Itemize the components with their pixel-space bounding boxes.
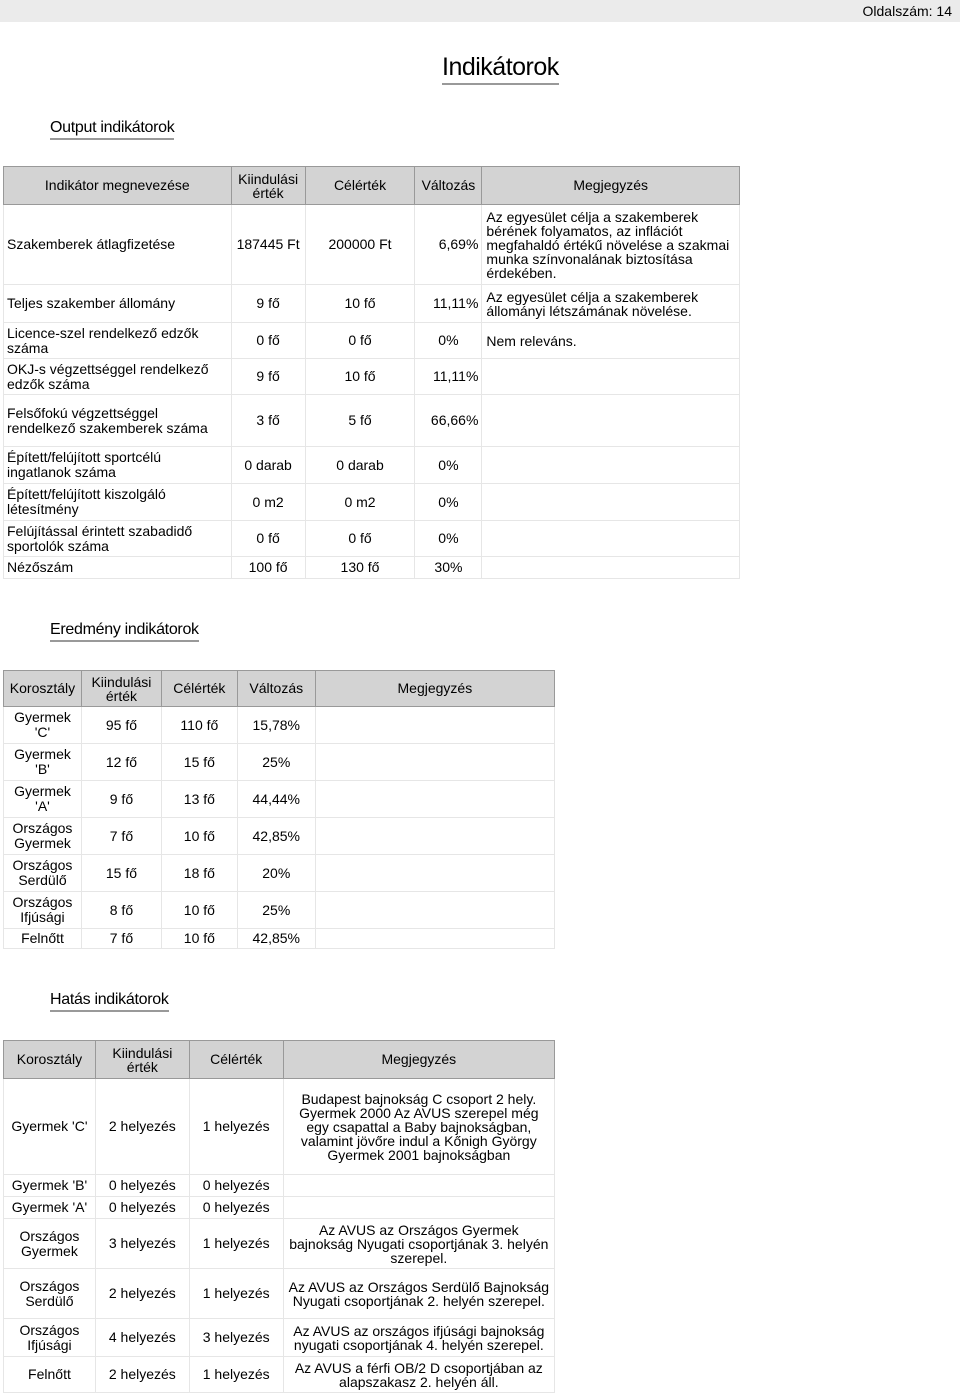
output-cell-change: 0% <box>415 447 482 484</box>
output-cell-target: 0 fő <box>305 521 415 557</box>
output-cell-start: 187445 Ft <box>231 205 305 285</box>
output-cell-change: 66,66% <box>415 395 482 447</box>
output-cell-name: OKJ-s végzettséggel rendelkező edzők száma <box>4 359 232 395</box>
result-cell-age: Országos Serdülő <box>4 855 82 892</box>
result-cell-change: 20% <box>237 855 315 892</box>
result-cell-start: 9 fő <box>81 781 161 818</box>
output-header-change: Változás <box>415 167 482 205</box>
impact-cell-start: 0 helyezés <box>95 1175 189 1197</box>
table-row <box>4 855 555 892</box>
result-cell-note <box>315 781 554 818</box>
table-row <box>4 323 740 359</box>
result-cell-target: 110 fő <box>161 707 237 744</box>
result-cell-target: 10 fő <box>161 818 237 855</box>
impact-cell-age: Felnőtt <box>4 1357 96 1393</box>
output-cell-target: 5 fő <box>305 395 415 447</box>
table-row <box>4 521 740 557</box>
output-cell-note <box>482 557 740 579</box>
result-cell-note <box>315 892 554 929</box>
table-row <box>4 557 740 579</box>
table-row <box>4 707 555 744</box>
result-cell-change: 15,78% <box>237 707 315 744</box>
output-header-target: Célérték <box>305 167 415 205</box>
impact-header-start: Kiindulási érték <box>95 1041 189 1079</box>
impact-header-target: Célérték <box>189 1041 283 1079</box>
impact-cell-note <box>283 1175 554 1197</box>
result-cell-start: 7 fő <box>81 818 161 855</box>
table-row <box>4 395 740 447</box>
output-cell-start: 9 fő <box>231 359 305 395</box>
impact-cell-target: 1 helyezés <box>189 1219 283 1269</box>
result-cell-change: 42,85% <box>237 929 315 949</box>
impact-cell-start: 3 helyezés <box>95 1219 189 1269</box>
impact-cell-age: Gyermek 'B' <box>4 1175 96 1197</box>
impact-cell-age: Országos Gyermek <box>4 1219 96 1269</box>
table-row <box>4 1357 555 1393</box>
output-cell-note: Az egyesület célja a szakemberek bérének folyamatos, az inflációt megfahaldó értékű növelése a szakmai munka színvonalának biztosítása érdekében. <box>482 205 740 285</box>
table-row <box>4 484 740 521</box>
output-cell-start: 100 fő <box>231 557 305 579</box>
output-cell-name: Épített/felújított sportcélú ingatlanok száma <box>4 447 232 484</box>
result-header-row <box>4 671 555 707</box>
impact-header-row <box>4 1041 555 1079</box>
output-cell-target: 10 fő <box>305 359 415 395</box>
result-table <box>3 670 555 949</box>
impact-table <box>3 1040 555 1393</box>
output-cell-note <box>482 359 740 395</box>
impact-cell-note: Budapest bajnokság C csoport 2 hely. Gyermek 2000 Az AVUS szerepel még egy csapattal a Baby bajnokságban, valamint jövőre indul a Kőnigh György Gyermek 2001 bajnokságban <box>283 1079 554 1175</box>
output-cell-name: Felújítással érintett szabadidő sportolók száma <box>4 521 232 557</box>
table-row <box>4 892 555 929</box>
result-cell-age: Felnőtt <box>4 929 82 949</box>
output-cell-target: 10 fő <box>305 285 415 323</box>
output-table <box>3 166 740 579</box>
table-row <box>4 1197 555 1219</box>
result-cell-note <box>315 707 554 744</box>
impact-section-title: Hatás indikátorok <box>50 990 169 1012</box>
impact-cell-start: 2 helyezés <box>95 1079 189 1175</box>
impact-header-note: Megjegyzés <box>283 1041 554 1079</box>
output-cell-name: Épített/felújított kiszolgáló létesítmény <box>4 484 232 521</box>
result-cell-start: 7 fő <box>81 929 161 949</box>
table-row <box>4 1219 555 1269</box>
result-cell-start: 95 fő <box>81 707 161 744</box>
table-row <box>4 1079 555 1175</box>
output-cell-name: Teljes szakember állomány <box>4 285 232 323</box>
table-row <box>4 1269 555 1319</box>
output-cell-name: Szakemberek átlagfizetése <box>4 205 232 285</box>
output-cell-target: 130 fő <box>305 557 415 579</box>
result-header-age: Korosztály <box>4 671 82 707</box>
output-header-name: Indikátor megnevezése <box>4 167 232 205</box>
output-cell-name: Nézőszám <box>4 557 232 579</box>
result-cell-target: 18 fő <box>161 855 237 892</box>
impact-cell-age: Gyermek 'A' <box>4 1197 96 1219</box>
result-cell-change: 25% <box>237 892 315 929</box>
output-cell-target: 200000 Ft <box>305 205 415 285</box>
output-cell-name: Felsőfokú végzettséggel rendelkező szakemberek száma <box>4 395 232 447</box>
table-row <box>4 1319 555 1357</box>
table-row <box>4 1175 555 1197</box>
impact-cell-note: Az AVUS az Országos Gyermek bajnokság Nyugati csoportjának 3. helyén szerepel. <box>283 1219 554 1269</box>
result-cell-note <box>315 818 554 855</box>
output-cell-note: Az egyesület célja a szakemberek állományi létszámának növelése. <box>482 285 740 323</box>
impact-cell-start: 0 helyezés <box>95 1197 189 1219</box>
result-cell-target: 10 fő <box>161 892 237 929</box>
impact-cell-target: 1 helyezés <box>189 1079 283 1175</box>
impact-cell-age: Országos Ifjúsági <box>4 1319 96 1357</box>
output-cell-change: 0% <box>415 484 482 521</box>
impact-cell-start: 2 helyezés <box>95 1357 189 1393</box>
impact-cell-target: 1 helyezés <box>189 1269 283 1319</box>
result-cell-note <box>315 855 554 892</box>
output-header-note: Megjegyzés <box>482 167 740 205</box>
table-row <box>4 744 555 781</box>
result-cell-change: 44,44% <box>237 781 315 818</box>
output-cell-start: 3 fő <box>231 395 305 447</box>
result-cell-age: Gyermek 'C' <box>4 707 82 744</box>
table-row <box>4 285 740 323</box>
output-cell-note <box>482 521 740 557</box>
table-row <box>4 818 555 855</box>
result-cell-note <box>315 929 554 949</box>
impact-cell-target: 0 helyezés <box>189 1175 283 1197</box>
impact-cell-age: Országos Serdülő <box>4 1269 96 1319</box>
result-cell-target: 10 fő <box>161 929 237 949</box>
page-number: Oldalszám: 14 <box>0 0 960 22</box>
result-header-change: Változás <box>237 671 315 707</box>
table-row <box>4 359 740 395</box>
result-header-start: Kiindulási érték <box>81 671 161 707</box>
result-cell-target: 15 fő <box>161 744 237 781</box>
output-cell-change: 6,69% <box>415 205 482 285</box>
output-cell-target: 0 darab <box>305 447 415 484</box>
output-cell-start: 0 fő <box>231 521 305 557</box>
output-cell-start: 0 darab <box>231 447 305 484</box>
impact-cell-target: 1 helyezés <box>189 1357 283 1393</box>
result-cell-age: Országos Ifjúsági <box>4 892 82 929</box>
result-section-title: Eredmény indikátorok <box>50 620 199 642</box>
output-cell-start: 0 m2 <box>231 484 305 521</box>
impact-cell-target: 3 helyezés <box>189 1319 283 1357</box>
result-cell-change: 25% <box>237 744 315 781</box>
impact-cell-start: 2 helyezés <box>95 1269 189 1319</box>
page-title: Indikátorok <box>442 52 559 85</box>
output-section-title: Output indikátorok <box>50 118 174 140</box>
result-cell-target: 13 fő <box>161 781 237 818</box>
output-cell-note <box>482 447 740 484</box>
table-row <box>4 929 555 949</box>
output-cell-change: 11,11% <box>415 359 482 395</box>
result-cell-age: Országos Gyermek <box>4 818 82 855</box>
result-cell-age: Gyermek 'A' <box>4 781 82 818</box>
result-cell-start: 15 fő <box>81 855 161 892</box>
output-cell-note <box>482 395 740 447</box>
output-cell-change: 11,11% <box>415 285 482 323</box>
table-row <box>4 781 555 818</box>
impact-cell-note <box>283 1197 554 1219</box>
output-cell-target: 0 m2 <box>305 484 415 521</box>
impact-header-age: Korosztály <box>4 1041 96 1079</box>
output-header-start: Kiindulási érték <box>231 167 305 205</box>
result-cell-change: 42,85% <box>237 818 315 855</box>
result-cell-note <box>315 744 554 781</box>
impact-cell-note: Az AVUS az országos ifjúsági bajnokság nyugati csoportjának 4. helyén szerepel. <box>283 1319 554 1357</box>
impact-cell-note: Az AVUS az Országos Serdülő Bajnokság Nyugati csoportjának 2. helyén szerepel. <box>283 1269 554 1319</box>
result-cell-start: 12 fő <box>81 744 161 781</box>
output-cell-change: 30% <box>415 557 482 579</box>
output-cell-change: 0% <box>415 323 482 359</box>
impact-cell-age: Gyermek 'C' <box>4 1079 96 1175</box>
output-header-row <box>4 167 740 205</box>
result-header-note: Megjegyzés <box>315 671 554 707</box>
output-cell-note: Nem releváns. <box>482 323 740 359</box>
impact-cell-target: 0 helyezés <box>189 1197 283 1219</box>
output-cell-target: 0 fő <box>305 323 415 359</box>
table-row <box>4 447 740 484</box>
impact-cell-start: 4 helyezés <box>95 1319 189 1357</box>
output-cell-change: 0% <box>415 521 482 557</box>
result-cell-age: Gyermek 'B' <box>4 744 82 781</box>
result-header-target: Célérték <box>161 671 237 707</box>
output-cell-start: 0 fő <box>231 323 305 359</box>
output-cell-name: Licence-szel rendelkező edzők száma <box>4 323 232 359</box>
result-cell-start: 8 fő <box>81 892 161 929</box>
output-cell-start: 9 fő <box>231 285 305 323</box>
table-row <box>4 205 740 285</box>
output-cell-note <box>482 484 740 521</box>
impact-cell-note: Az AVUS a férfi OB/2 D csoportjában az alapszakasz 2. helyén áll. <box>283 1357 554 1393</box>
